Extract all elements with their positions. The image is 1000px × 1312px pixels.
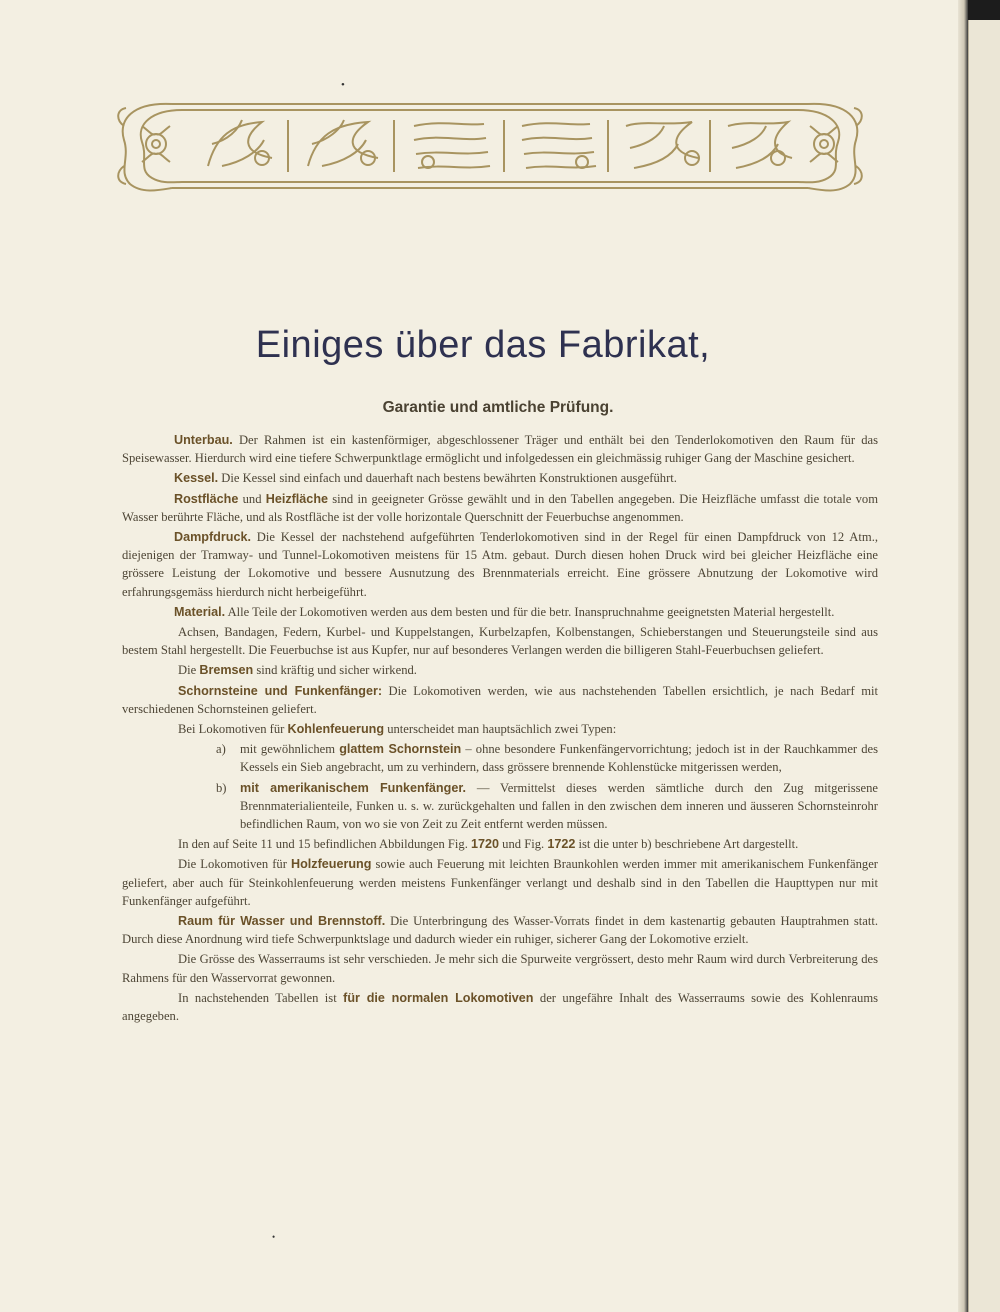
paragraph-dampfdruck [122,528,878,601]
paragraph-text: Die Grösse des Wasserraums ist sehr verschieden. Je mehr sich die Spurweite vergrössert, desto mehr Raum wird durch Verbreiterung des Rahmens für den Wasservorrat gewonnen. [122,952,878,985]
paragraph-text: Der Rahmen ist ein kastenförmiger, abgeschlossener Träger und enthält bei den Tenderlokomotiven den Raum für das Speisewasser. Hierdurch wird eine tiefere Schwerpunktlage ermöglicht und infolgedessen ein gleichmässig ruhiger Gang der Maschine gesichert. [122,433,878,466]
list-label: b) [216,780,227,795]
print-mark: • [341,79,345,91]
paragraph-text: In nachstehenden Tabellen ist [178,990,344,1005]
paragraph-text: Die Kessel der nachstehend aufgeführten Tenderlokomotiven sind in der Regel für einen Dampfdruck von 12 Atm., diejenigen der Tramway- und Tunnel-Lokomotiven meistens für 15 Atm. gebaut. Durch diesen hohen Druck wird bei gleicher Heizfläche eine grössere Leistung der Lokomotive und bessere Ausnutzung des Brennmaterials erreicht. Eine grössere Abnutzung der Lokomotive wird erfahrungsgemäss hierdurch nicht herbeigeführt. [122,530,878,599]
paragraph-heading: Rostfläche [174,491,239,506]
paragraph-text: mit gewöhnlichem [240,742,340,757]
paragraph-heading: Schornsteine und Funkenfänger: [178,683,383,698]
paragraph-text: In den auf Seite 11 und 15 befindlichen Abbildungen Fig. [178,837,471,852]
paragraph-text: — Vermittelst dieses werden sämtliche durch den Zug mitgerissene Brennmaterialienteile, Funken u. s. w. zurückgehalten und fallen in den zwischen dem inneren und äusseren Schornsteinrohr befindlichen Raum, von wo sie von Zeit zu Zeit entfernt werden müssen. [240,780,879,832]
paragraph-heading: Raum für Wasser und Brennstoff. [178,914,386,929]
list-label: a) [216,742,226,757]
paragraph-heading: glattem Schornstein [339,742,462,757]
paragraph-holzfeuerung [122,855,878,910]
paragraph-heading: Dampfdruck. [174,530,251,545]
background [968,0,1000,20]
paragraph-text: Alle Teile der Lokomotiven werden aus dem besten und für die betr. Inanspruchnahme geeignetsten Material hergestellt. [225,604,835,619]
paragraph-raum [122,912,878,948]
paragraph-kohlenfeuerung [122,720,878,738]
body-text [122,431,878,1027]
book-spine [958,0,968,1312]
adjacent-page-edge [968,20,1000,1312]
paragraph-heading: Bremsen [199,663,254,678]
page-subtitle: Garantie und amtliche Prüfung. [382,399,614,416]
paragraph-text: Die Lokomotiven werden, wie aus nachstehenden Tabellen ersichtlich, je nach Bedarf mit verschiedenen Schornsteinen geliefert. [122,683,878,716]
paragraph-tabellen [122,989,878,1025]
paragraph-heading: Holzfeuerung [290,857,372,872]
paragraph-heading: Kohlenfeuerung [287,722,385,737]
list-text [240,779,878,834]
paragraph-kessel [122,469,878,487]
figure-number: 1722 [547,837,576,852]
paragraph-text: Die Unterbringung des Wasser-Vorrats findet in dem kastenartig gebauten Hauptrahmen statt. Durch diese Anordnung wird tiefe Schwerpunktslage und dadurch wieder ein ruhiger, sicherer Gang der Lokomotive erzielt. [122,914,878,947]
paragraph-groesse [122,950,878,986]
paragraph-text: Achsen, Bandagen, Federn, Kurbel- und Kuppelstangen, Kurbelzapfen, Kolbenstangen, Schieberstangen und Steuerungsteile sind aus bestem Stahl hergestellt. Die Feuerbuchse ist aus Kupfer, nur auf besonderes Verlangen werden die billigeren Stahl-Feuerbuchsen geliefert. [122,625,878,658]
list-text [240,740,878,776]
paragraph-text: und Fig. [499,837,548,852]
page-title: Einiges über das Fabrikat, [255,324,711,366]
paragraph-text: Die Lokomotiven für [178,857,291,872]
print-mark: • [272,1232,276,1242]
paragraph-unterbau [122,431,878,467]
paragraph-text: sowie auch Feuerung mit leichten Braunkohlen werden immer mit amerikanischem Funkenfänger geliefert, aber auch für Steinkohlenfeuerung werden meistens Funkenfänger verlangt und deshalb sind in den Tabellen die Haupttypen nur mit Funkenfänger aufgeführt. [122,857,878,908]
paragraph-schornsteine [122,682,878,718]
paragraph-text: ist die unter b) beschriebene Art dargestellt. [575,837,799,852]
paragraph-text: sind kräftig und sicher wirkend. [253,663,417,678]
paragraph-abbildungen [122,835,878,853]
paragraph-heading: Unterbau. [174,433,233,447]
paragraph-material [122,603,878,621]
paragraph-text: Bei Lokomotiven für [178,722,288,737]
paragraph-text: der ungefähre Inhalt des Wasserraums sowie des Kohlenraums angegeben. [122,990,879,1024]
list-item-a [216,740,878,776]
list-item-b [216,779,878,834]
paragraph-heading: Kessel. [174,471,219,486]
paragraph-text: Die [178,663,200,678]
paragraph-heading: Heizfläche [265,491,329,506]
paragraph-text: unterscheidet man hauptsächlich zwei Typen: [384,722,617,737]
paragraph-text: sind in geeigneter Grösse gewählt und in den Tabellen angegeben. Die Heizfläche umfasst die totale vom Wasser berührte Fläche, und als Rostfläche ist der volle horizontale Querschnitt der Feuerbuchse angenommen. [122,491,878,524]
paragraph-text: und [238,491,266,506]
paragraph-text: – ohne besondere Funkenfängervorrichtung; jedoch ist in der Rauchkammer des Kessels ein Sieb angebracht, um zu verhindern, dass grössere brennende Kohlenstücke mitgerissen werden, [240,742,879,775]
paragraph-achsen [122,623,878,659]
paragraph-heading: mit amerikanischem Funkenfänger. [240,780,467,795]
figure-number: 1720 [471,837,500,852]
paragraph-heading: Material. [174,604,226,619]
paragraph-text: Die Kessel sind einfach und dauerhaft nach bestens bewährten Konstruktionen ausgeführt. [218,471,677,486]
paragraph-bremsen [122,661,878,679]
paragraph-rostflaeche [122,490,878,526]
paragraph-heading: für die normalen Lokomotiven [343,990,534,1005]
art-nouveau-frieze [112,96,868,196]
